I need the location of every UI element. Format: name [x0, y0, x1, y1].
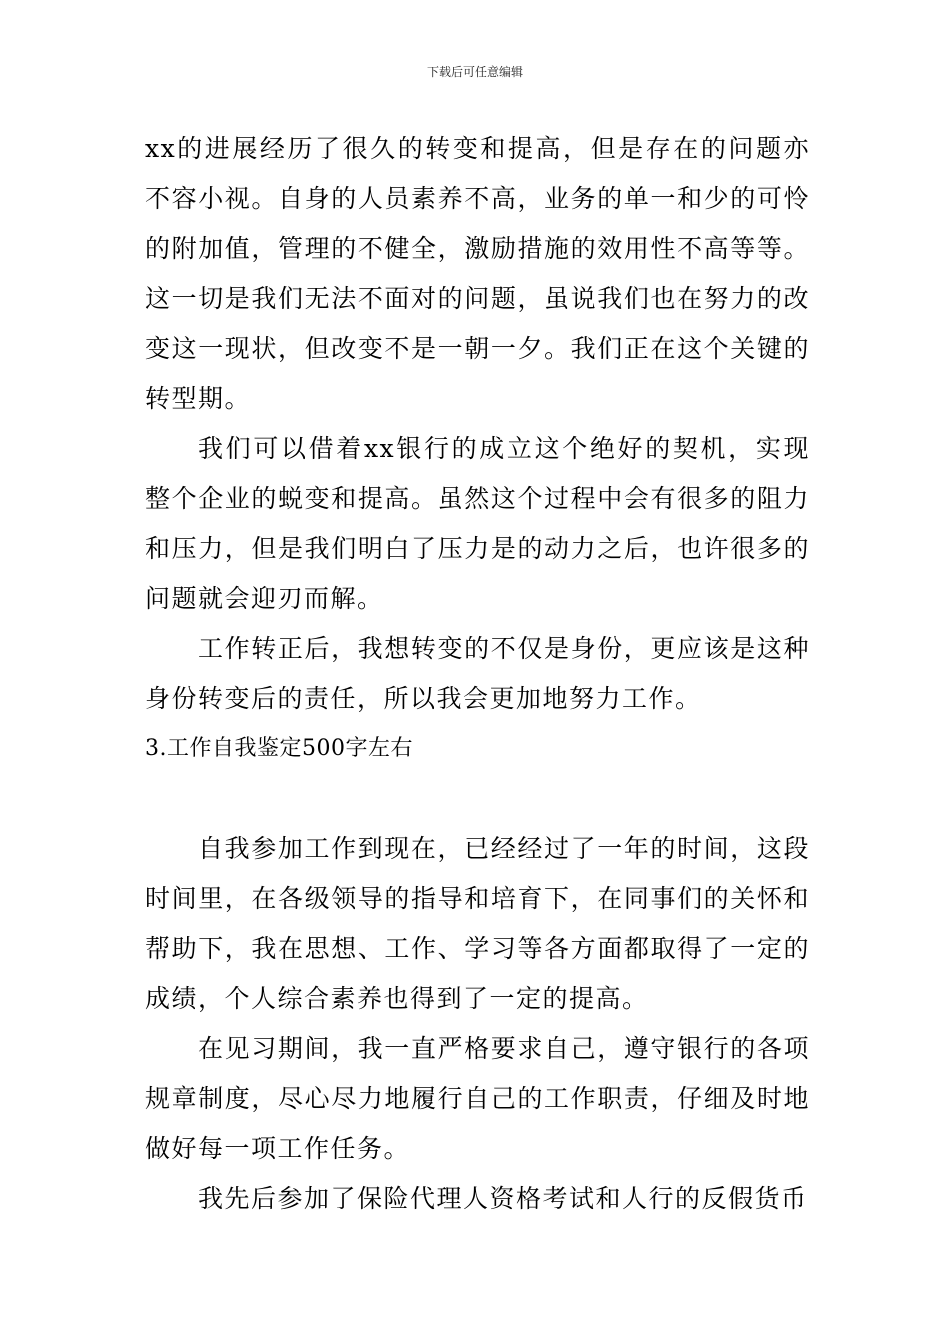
- section-paragraph-2: 在见习期间，我一直严格要求自己，遵守银行的各项规章制度，尽心尽力地履行自己的工作职责，仔细及时地做好每一项工作任务。: [145, 1034, 810, 1163]
- page-header: 下载后可任意编辑: [426, 65, 523, 79]
- section-heading: 3.工作自我鉴定500字左右: [145, 736, 413, 761]
- section-spacer: [145, 774, 810, 824]
- section-paragraph-3: 我先后参加了保险代理人资格考试和人行的反假货币: [198, 1184, 808, 1213]
- paragraph-3: 工作转正后，我想转变的不仅是身份，更应该是这种身份转变后的责任，所以我会更加地努力工作。: [145, 634, 810, 713]
- paragraph-2: 我们可以借着xx银行的成立这个绝好的契机，实现整个企业的蜕变和提高。虽然这个过程中会有很多的阻力和压力，但是我们明白了压力是的动力之后，也许很多的问题就会迎刃而解。: [145, 434, 810, 613]
- section-paragraph-1: 自我参加工作到现在，已经经过了一年的时间，这段时间里，在各级领导的指导和培育下，在同事们的关怀和帮助下，我在思想、工作、学习等各方面都取得了一定的成绩，个人综合素养也得到了一定的提高。: [145, 834, 810, 1013]
- document-body: [145, 124, 810, 1224]
- paragraph-1: xx的进展经历了很久的转变和提高，但是存在的问题亦不容小视。自身的人员素养不高，业务的单一和少的可怜的附加值，管理的不健全，激励措施的效用性不高等等。这一切是我们无法不面对的问题，虽说我们也在努力的改变这一现状，但改变不是一朝一夕。我们正在这个关键的转型期。: [145, 134, 810, 413]
